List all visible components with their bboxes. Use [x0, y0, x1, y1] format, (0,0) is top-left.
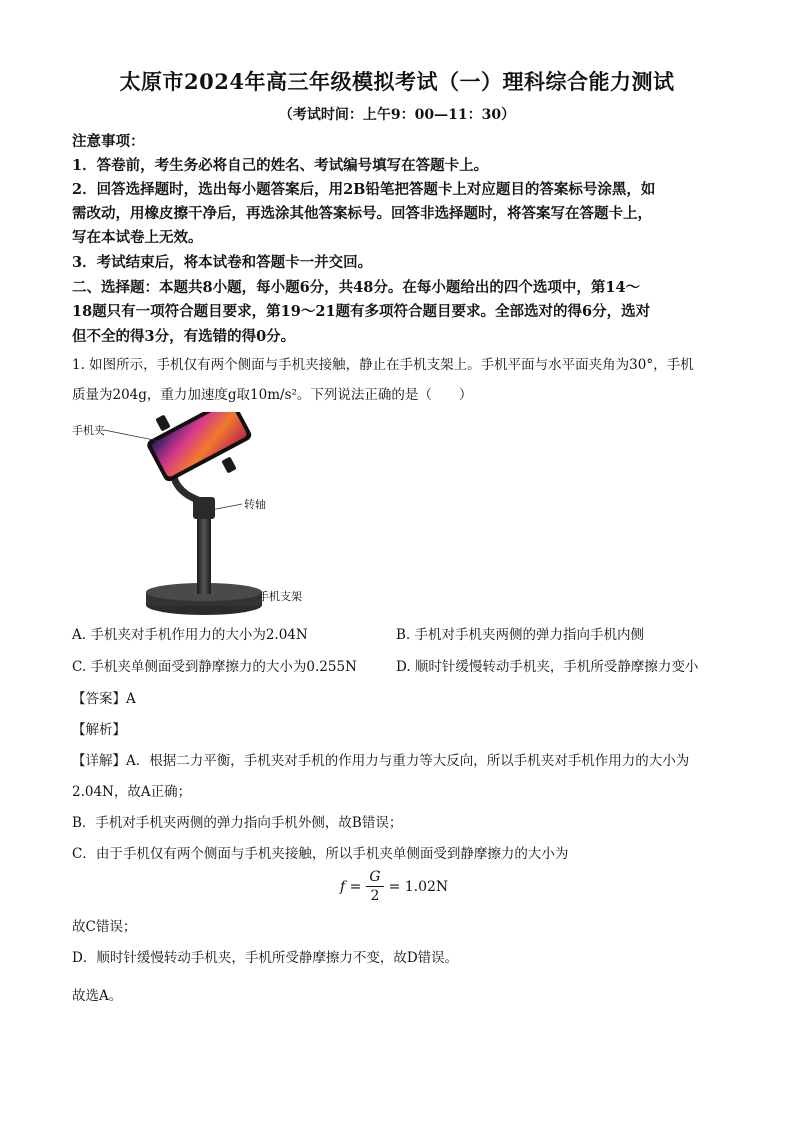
phone-stand-figure — [72, 412, 312, 617]
figure-label-axis: 转轴 — [244, 498, 266, 511]
analysis-label: 【解析】 — [72, 722, 126, 738]
notes-item-1: 1．答卷前，考生务必将自己的姓名、考试编号填写在答题卡上。 — [72, 157, 489, 174]
notes-item-2-line-1: 2．回答选择题时，选出每小题答案后，用2B铅笔把答题卡上对应题目的答案标号涂黑，如 — [72, 181, 656, 198]
section-instructions-line-2: 18题只有一项符合题目要求，第19～21题有多项符合题目要求。全部选对的得6分，选对 — [72, 303, 651, 320]
option-d: D. 顺时针缓慢转动手机夹，手机所受静摩擦力变小 — [396, 659, 699, 675]
detail-a-line-2: 2.04N，故A正确； — [72, 784, 192, 800]
figure-label-stand: 手机支架 — [258, 590, 302, 603]
option-b: B. 手机对手机夹两侧的弹力指向手机内侧 — [396, 627, 645, 643]
formula-rhs: = 1.02N — [388, 878, 449, 895]
figure-label-clip: 手机夹 — [72, 424, 105, 437]
answer-label: 【答案】A — [72, 691, 136, 707]
exam-title: 太原市2024年高三年级模拟考试（一）理科综合能力测试 — [119, 69, 675, 94]
section-instructions-line-1: 二、选择题：本题共8小题，每小题6分，共48分。在每小题给出的四个选项中，第14～ — [72, 279, 641, 296]
formula-fraction — [366, 868, 383, 905]
detail-a-line-1: 【详解】A．根据二力平衡，手机夹对手机的作用力与重力等大反向，所以手机夹对手机作用力的大小为 — [72, 753, 690, 769]
formula-numerator: G — [366, 868, 383, 887]
notes-heading: 注意事项： — [72, 133, 145, 150]
friction-formula — [340, 868, 448, 905]
notes-item-3: 3．考试结束后，将本试卷和答题卡一并交回。 — [72, 254, 373, 271]
formula-denominator: 2 — [370, 888, 380, 904]
formula-lhs: f = — [340, 878, 362, 895]
notes-item-2-line-2: 需改动，用橡皮擦干净后，再选涂其他答案标号。回答非选择题时，将答案写在答题卡上， — [72, 205, 652, 222]
question-stem-line-1: 1. 如图所示，手机仅有两个侧面与手机夹接触，静止在手机支架上。手机平面与水平面夹角为30°，手机 — [72, 357, 694, 373]
section-instructions-line-3: 但不全的得3分，有选错的得0分。 — [72, 328, 296, 345]
option-c: C. 手机夹单侧面受到静摩擦力的大小为0.255N — [72, 659, 357, 675]
question-stem-line-2: 质量为204g，重力加速度g取10m/s²。下列说法正确的是（ ） — [72, 387, 473, 403]
final-choice: 故选A。 — [72, 988, 123, 1004]
detail-c: C．由于手机仅有两个侧面与手机夹接触，所以手机夹单侧面受到静摩擦力的大小为 — [72, 846, 569, 862]
notes-item-2-line-3: 写在本试卷上无效。 — [72, 229, 203, 246]
detail-c-conclusion: 故C错误； — [72, 919, 137, 935]
detail-d: D．顺时针缓慢转动手机夹，手机所受静摩擦力不变，故D错误。 — [72, 950, 459, 966]
exam-time: （考试时间：上午9：00—11：30） — [278, 107, 516, 123]
phone-stand-illustration — [72, 412, 312, 617]
detail-b: B．手机对手机夹两侧的弹力指向手机外侧，故B错误； — [72, 815, 403, 831]
option-a: A. 手机夹对手机作用力的大小为2.04N — [72, 627, 308, 643]
